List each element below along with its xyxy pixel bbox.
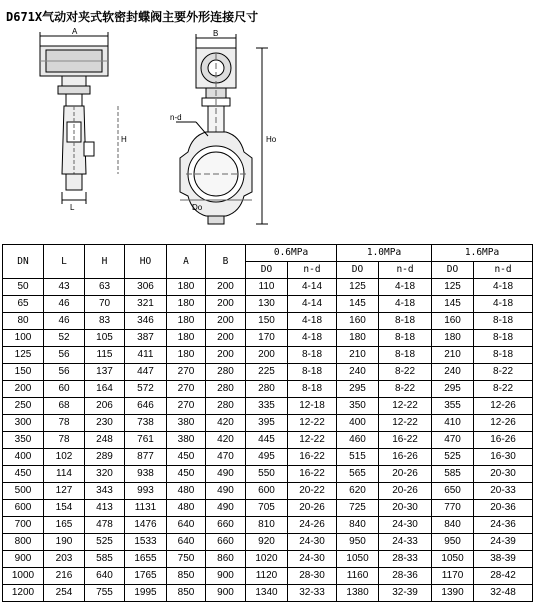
dimension-nd-label: n-d [170,113,182,122]
table-cell: 12-22 [288,432,337,449]
table-cell: 4-18 [474,279,533,296]
table-cell: 46 [44,296,85,313]
table-cell: 8-18 [474,347,533,364]
table-cell: 993 [125,483,167,500]
table-cell: 8-18 [288,364,337,381]
table-cell: 8-18 [474,313,533,330]
table-cell: 180 [167,279,206,296]
table-cell: 137 [85,364,125,381]
table-cell: 585 [85,551,125,568]
table-cell: 248 [85,432,125,449]
table-cell: 900 [206,585,246,602]
table-row [3,415,533,432]
table-cell: 1120 [246,568,288,585]
table-row [3,568,533,585]
table-cell: 20-30 [379,500,432,517]
table-cell: 4-14 [288,279,337,296]
header-a: A [167,245,206,279]
table-row [3,347,533,364]
table-row [3,551,533,568]
dimension-h-label: H [121,135,127,144]
table-cell: 8-18 [288,347,337,364]
front-view [176,34,268,224]
table-cell: 78 [44,415,85,432]
table-cell: 63 [85,279,125,296]
table-row [3,517,533,534]
table-cell: 1170 [432,568,474,585]
table-cell: 738 [125,415,167,432]
table-cell: 52 [44,330,85,347]
table-cell: 410 [432,415,474,432]
table-cell: 565 [337,466,379,483]
table-cell: 203 [44,551,85,568]
table-row [3,449,533,466]
table-cell: 495 [246,449,288,466]
table-cell: 900 [3,551,44,568]
table-cell: 350 [337,398,379,415]
subheader-do: DO [246,262,288,279]
table-cell: 8-18 [379,330,432,347]
table-cell: 490 [206,500,246,517]
table-cell: 387 [125,330,167,347]
table-cell: 1020 [246,551,288,568]
table-cell: 16-22 [288,449,337,466]
table-cell: 350 [3,432,44,449]
table-cell: 420 [206,432,246,449]
table-cell: 20-22 [288,483,337,500]
table-row [3,466,533,483]
table-cell: 450 [3,466,44,483]
table-cell: 1000 [3,568,44,585]
table-cell: 840 [337,517,379,534]
table-cell: 761 [125,432,167,449]
table-cell: 20-30 [474,466,533,483]
table-cell: 154 [44,500,85,517]
table-cell: 83 [85,313,125,330]
table-cell: 640 [167,534,206,551]
table-cell: 16-22 [288,466,337,483]
table-cell: 240 [337,364,379,381]
table-cell: 280 [206,381,246,398]
table-cell: 343 [85,483,125,500]
table-cell: 4-18 [379,296,432,313]
dimension-table [2,244,533,602]
table-body [3,279,533,602]
table-cell: 400 [3,449,44,466]
table-cell: 8-22 [474,381,533,398]
table-cell: 1131 [125,500,167,517]
table-cell: 1160 [337,568,379,585]
table-cell: 180 [167,347,206,364]
table-cell: 270 [167,381,206,398]
table-cell: 50 [3,279,44,296]
subheader-do: DO [432,262,474,279]
table-cell: 270 [167,398,206,415]
table-cell: 938 [125,466,167,483]
table-cell: 8-22 [474,364,533,381]
table-cell: 190 [44,534,85,551]
table-cell: 700 [3,517,44,534]
table-cell: 180 [167,313,206,330]
table-cell: 335 [246,398,288,415]
table-row [3,279,533,296]
table-cell: 60 [44,381,85,398]
table-cell: 346 [125,313,167,330]
table-row [3,381,533,398]
table-cell: 102 [44,449,85,466]
table-cell: 12-18 [288,398,337,415]
table-cell: 28-36 [379,568,432,585]
table-cell: 450 [167,466,206,483]
table-cell: 12-22 [379,398,432,415]
table-cell: 210 [432,347,474,364]
table-cell: 447 [125,364,167,381]
table-cell: 490 [206,466,246,483]
table-cell: 413 [85,500,125,517]
table-cell: 32-33 [288,585,337,602]
table-cell: 12-26 [474,415,533,432]
table-cell: 8-22 [379,381,432,398]
table-cell: 24-26 [288,517,337,534]
table-cell: 950 [337,534,379,551]
table-cell: 600 [3,500,44,517]
page-title: D671X气动对夹式软密封蝶阀主要外形连接尺寸 [6,10,259,24]
table-cell: 320 [85,466,125,483]
table-cell: 300 [3,415,44,432]
table-cell: 225 [246,364,288,381]
table-cell: 572 [125,381,167,398]
table-cell: 400 [337,415,379,432]
table-cell: 395 [246,415,288,432]
table-cell: 38-39 [474,551,533,568]
table-cell: 355 [432,398,474,415]
table-cell: 180 [167,296,206,313]
table-cell: 12-22 [379,415,432,432]
subheader-nd: n-d [379,262,432,279]
table-cell: 28-30 [288,568,337,585]
table-cell: 770 [432,500,474,517]
table-cell: 24-33 [379,534,432,551]
table-cell: 550 [246,466,288,483]
table-cell: 1380 [337,585,379,602]
header-l: L [44,245,85,279]
table-cell: 200 [246,347,288,364]
table-cell: 8-22 [379,364,432,381]
table-cell: 1050 [337,551,379,568]
table-cell: 145 [337,296,379,313]
table-cell: 125 [3,347,44,364]
table-cell: 150 [246,313,288,330]
table-cell: 515 [337,449,379,466]
table-cell: 525 [85,534,125,551]
table-cell: 200 [206,313,246,330]
table-cell: 4-18 [288,313,337,330]
table-cell: 860 [206,551,246,568]
table-cell: 200 [206,330,246,347]
table-cell: 840 [432,517,474,534]
table-cell: 32-39 [379,585,432,602]
table-cell: 289 [85,449,125,466]
table-row [3,585,533,602]
table-cell: 125 [337,279,379,296]
dimension-a-label: A [72,27,78,36]
table-cell: 8-18 [288,381,337,398]
table-cell: 78 [44,432,85,449]
table-cell: 240 [432,364,474,381]
table-cell: 206 [85,398,125,415]
header-ho: HO [125,245,167,279]
table-cell: 28-42 [474,568,533,585]
table-cell: 16-22 [379,432,432,449]
table-row [3,483,533,500]
table-cell: 24-39 [474,534,533,551]
table-cell: 32-48 [474,585,533,602]
table-cell: 20-26 [379,466,432,483]
table-cell: 660 [206,534,246,551]
table-cell: 490 [206,483,246,500]
table-cell: 160 [337,313,379,330]
table-cell: 230 [85,415,125,432]
table-cell: 640 [167,517,206,534]
table-cell: 200 [206,296,246,313]
table-row [3,364,533,381]
table-cell: 16-26 [474,432,533,449]
table-cell: 1533 [125,534,167,551]
table-cell: 200 [3,381,44,398]
table-cell: 640 [85,568,125,585]
subheader-do: DO [337,262,379,279]
table-cell: 24-30 [288,551,337,568]
table-cell: 4-18 [288,330,337,347]
table-cell: 16-26 [379,449,432,466]
table-cell: 280 [206,398,246,415]
table-cell: 180 [337,330,379,347]
table-cell: 411 [125,347,167,364]
table-cell: 80 [3,313,44,330]
table-cell: 877 [125,449,167,466]
table-cell: 450 [167,449,206,466]
table-cell: 16-30 [474,449,533,466]
table-cell: 8-18 [474,330,533,347]
table-cell: 295 [432,381,474,398]
table-cell: 150 [3,364,44,381]
table-cell: 755 [85,585,125,602]
table-cell: 210 [337,347,379,364]
table-cell: 12-22 [288,415,337,432]
header-pressure-1-0: 1.0MPa [337,245,432,262]
table-cell: 920 [246,534,288,551]
table-cell: 254 [44,585,85,602]
table-cell: 480 [167,483,206,500]
table-cell: 4-18 [474,296,533,313]
table-row [3,398,533,415]
table-cell: 380 [167,432,206,449]
table-cell: 380 [167,415,206,432]
table-cell: 145 [432,296,474,313]
table-cell: 1050 [432,551,474,568]
table-cell: 4-14 [288,296,337,313]
table-row [3,432,533,449]
side-view [40,32,118,204]
table-cell: 20-26 [379,483,432,500]
table-cell: 280 [206,364,246,381]
table-cell: 470 [206,449,246,466]
dimension-b-label: B [213,29,219,38]
valve-drawing [0,24,536,236]
table-cell: 280 [246,381,288,398]
dimension-do-label: Do [192,203,203,212]
subheader-nd: n-d [288,262,337,279]
table-cell: 170 [246,330,288,347]
table-cell: 200 [206,347,246,364]
table-cell: 500 [3,483,44,500]
table-cell: 65 [3,296,44,313]
table-cell: 660 [206,517,246,534]
table-cell: 165 [44,517,85,534]
table-cell: 56 [44,364,85,381]
table-cell: 24-30 [288,534,337,551]
table-cell: 20-36 [474,500,533,517]
table-cell: 200 [206,279,246,296]
table-cell: 1655 [125,551,167,568]
table-cell: 1340 [246,585,288,602]
table-cell: 105 [85,330,125,347]
table-row [3,296,533,313]
header-h: H [85,245,125,279]
table-cell: 20-26 [288,500,337,517]
table-cell: 164 [85,381,125,398]
table-cell: 800 [3,534,44,551]
table-cell: 480 [167,500,206,517]
table-cell: 8-18 [379,313,432,330]
table-cell: 1390 [432,585,474,602]
table-cell: 646 [125,398,167,415]
table-cell: 1476 [125,517,167,534]
table-cell: 8-18 [379,347,432,364]
table-cell: 46 [44,313,85,330]
table-cell: 1765 [125,568,167,585]
table-cell: 900 [206,568,246,585]
table-cell: 20-33 [474,483,533,500]
table-cell: 620 [337,483,379,500]
table-cell: 420 [206,415,246,432]
table-cell: 115 [85,347,125,364]
table-cell: 24-30 [379,517,432,534]
table-cell: 12-26 [474,398,533,415]
table-cell: 43 [44,279,85,296]
table-cell: 180 [432,330,474,347]
table-row [3,534,533,551]
table-cell: 160 [432,313,474,330]
table-cell: 470 [432,432,474,449]
table-cell: 850 [167,568,206,585]
dimension-l-label: L [70,203,75,212]
table-cell: 525 [432,449,474,466]
table-cell: 306 [125,279,167,296]
table-cell: 180 [167,330,206,347]
table-cell: 600 [246,483,288,500]
table-cell: 4-18 [379,279,432,296]
dimension-ho-label: Ho [266,135,277,144]
table-row [3,500,533,517]
table-cell: 114 [44,466,85,483]
header-pressure-1-6: 1.6MPa [432,245,533,262]
subheader-nd: n-d [474,262,533,279]
table-row [3,330,533,347]
table-cell: 250 [3,398,44,415]
table-cell: 585 [432,466,474,483]
table-cell: 1200 [3,585,44,602]
table-cell: 70 [85,296,125,313]
table-cell: 750 [167,551,206,568]
table-cell: 850 [167,585,206,602]
header-b: B [206,245,246,279]
table-cell: 725 [337,500,379,517]
table-cell: 24-36 [474,517,533,534]
table-cell: 705 [246,500,288,517]
table-cell: 810 [246,517,288,534]
header-pressure-0-6: 0.6MPa [246,245,337,262]
table-cell: 295 [337,381,379,398]
table-cell: 100 [3,330,44,347]
table-cell: 110 [246,279,288,296]
table-cell: 650 [432,483,474,500]
table-cell: 270 [167,364,206,381]
table-cell: 28-33 [379,551,432,568]
table-cell: 478 [85,517,125,534]
table-cell: 321 [125,296,167,313]
table-cell: 445 [246,432,288,449]
table-cell: 950 [432,534,474,551]
table-cell: 460 [337,432,379,449]
table-cell: 127 [44,483,85,500]
table-cell: 125 [432,279,474,296]
table-cell: 1995 [125,585,167,602]
table-cell: 56 [44,347,85,364]
table-cell: 68 [44,398,85,415]
table-cell: 130 [246,296,288,313]
table-row [3,313,533,330]
header-dn: DN [3,245,44,279]
table-cell: 216 [44,568,85,585]
